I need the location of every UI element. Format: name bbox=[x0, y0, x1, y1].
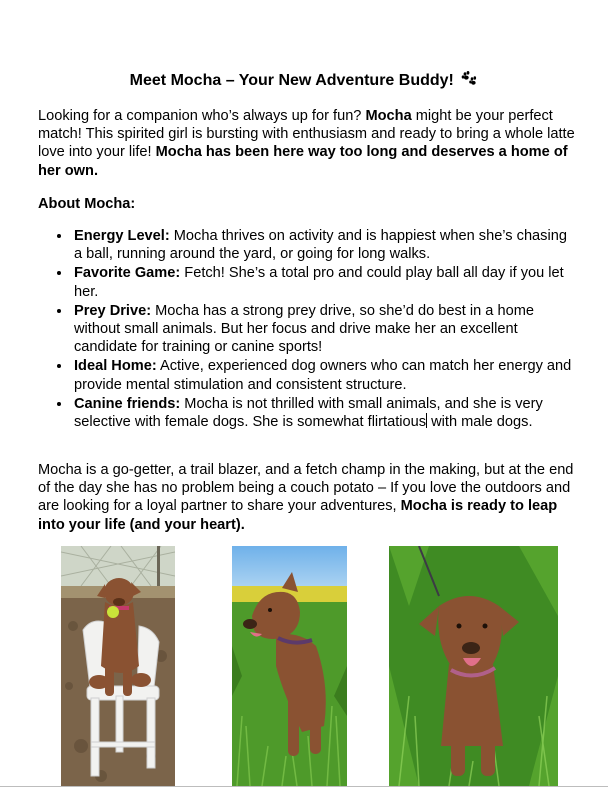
bullet-icon bbox=[57, 309, 61, 313]
page-bottom-edge bbox=[0, 786, 608, 787]
dog-in-grass-side-view-photo bbox=[232, 546, 347, 786]
bullet-icon bbox=[57, 402, 61, 406]
bullet-icon bbox=[57, 234, 61, 238]
dog-sitting-on-white-chair-with-ball-photo bbox=[61, 546, 175, 786]
dog-in-grass-front-view-photo bbox=[389, 546, 558, 786]
paw-prints-icon bbox=[460, 70, 478, 92]
list-item: Energy Level: Mocha thrives on activity and is happiest when she’s chasing a ball, running around the yard, or going for long walks. bbox=[38, 227, 578, 263]
closing-paragraph: Mocha is a go-getter, a trail blazer, and a fetch champ in the making, but at the end of the day she has no problem being a couch potato – If you love the outdoors and are looking for a loyal partner to share your adventures, Mocha is ready to leap into your life (and your heart). bbox=[38, 462, 574, 533]
bullet-icon bbox=[57, 271, 61, 275]
about-heading: About Mocha: bbox=[38, 196, 136, 212]
list-item: Favorite Game: Fetch! She’s a total pro and could play ball all day if you let her. bbox=[38, 264, 578, 300]
list-item: Ideal Home: Active, experienced dog owners who can match her energy and provide mental stimulation and consistent structure. bbox=[38, 357, 578, 393]
list-item: Canine friends: Mocha is not thrilled with small animals, and she is very selective with female dogs. She is somewhat flirtatious with male dogs. bbox=[38, 395, 578, 431]
title-text: Meet Mocha – Your New Adventure Buddy! bbox=[129, 72, 454, 90]
page-title bbox=[0, 70, 608, 92]
list-item: Prey Drive: Mocha has a strong prey drive, so she’d do best in a home without small animals. But her focus and drive make her an excellent candidate for training or canine sports! bbox=[38, 302, 578, 357]
about-list bbox=[38, 227, 578, 432]
intro-paragraph: Looking for a companion who’s always up for fun? Mocha might be your perfect match! This spirited girl is bursting with enthusiasm and ready to bring a whole latte love into your life! Mocha has been here way too long and deserves a home of her own. bbox=[38, 108, 575, 179]
bullet-icon bbox=[57, 364, 61, 368]
